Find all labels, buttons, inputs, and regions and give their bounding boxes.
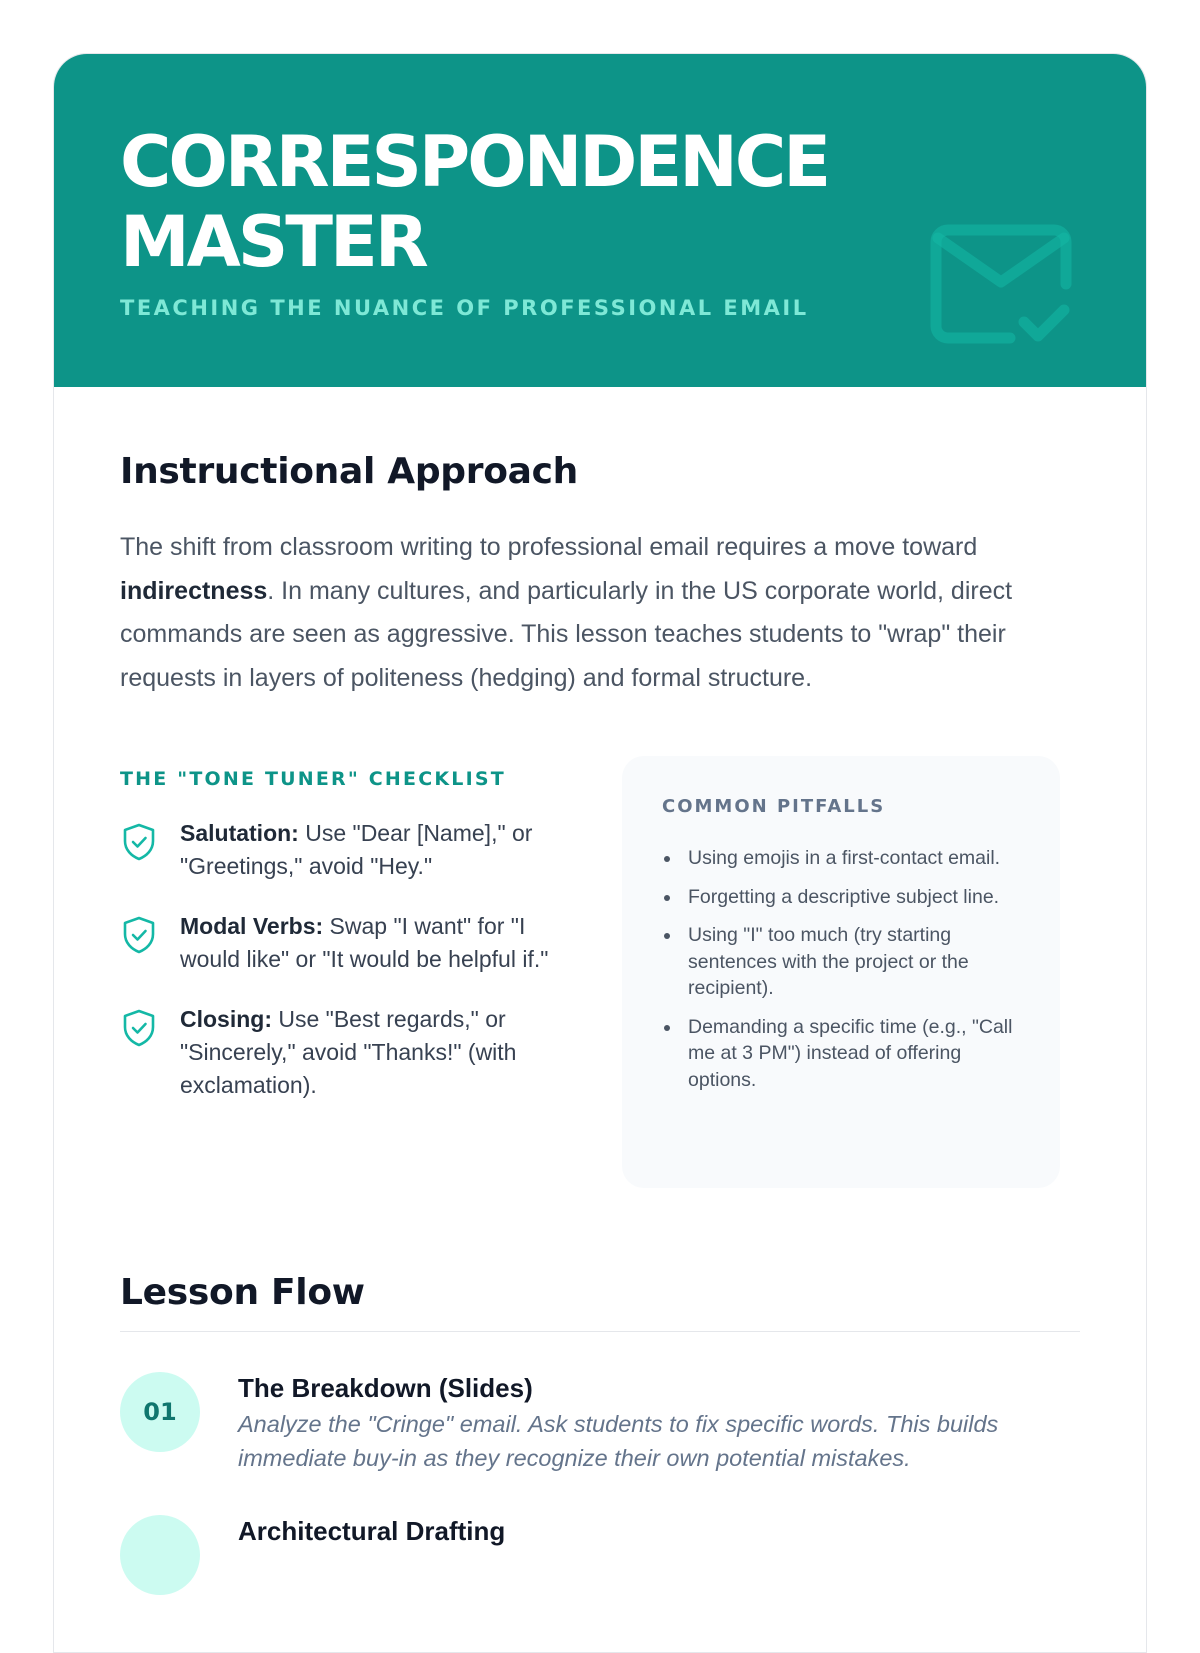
checklist-label: THE "TONE TUNER" CHECKLIST: [120, 768, 506, 790]
card-header: [54, 54, 1146, 387]
list-item: [662, 884, 1020, 911]
card-body: [54, 387, 1146, 1547]
pitfalls-label: COMMON PITFALLS: [662, 796, 886, 817]
checklist-text: [180, 910, 570, 976]
approach-heading: Instructional Approach: [120, 451, 579, 492]
pitfall-text: Demanding a specific time (e.g., "Call me at 3 PM") instead of offering options.: [688, 1015, 1013, 1091]
checklist-text: [180, 817, 570, 883]
checklist-text: [180, 1003, 570, 1102]
bullet-icon: [664, 1025, 670, 1031]
checklist-description: Use "Dear [Name]," or "Greetings," avoid "Hey.": [180, 820, 533, 879]
divider: [120, 1331, 1080, 1332]
lesson-step: [120, 1372, 1080, 1475]
shield-check-icon: [122, 916, 156, 954]
common-pitfalls-panel: [622, 756, 1060, 1188]
approach-text-emphasis: indirectness: [120, 576, 268, 605]
shield-check-icon: [122, 823, 156, 861]
checklist-description: Use "Best regards," or "Sincerely," avoid "Thanks!" (with exclamation).: [180, 1006, 517, 1098]
step-number-badge: 01: [120, 1372, 200, 1452]
bullet-icon: [664, 895, 670, 901]
checklist-term: Closing:: [180, 1006, 272, 1032]
checklist-description: Swap "I want" for "I would like" or "It would be helpful if.": [180, 913, 549, 972]
bullet-icon: [664, 933, 670, 939]
step-title: The Breakdown (Slides): [238, 1373, 533, 1403]
pitfall-text: Using emojis in a first-contact email.: [688, 847, 1001, 869]
list-item: [662, 1014, 1020, 1094]
checklist-term: Modal Verbs:: [180, 913, 324, 939]
tone-tuner-checklist: [120, 768, 570, 1102]
step-number-badge: [120, 1515, 200, 1595]
approach-text-start: The shift from classroom writing to professional email requires a move toward: [120, 533, 978, 561]
step-description: Analyze the "Cringe" email. Ask students to fix specific words. This builds immediate buy-in as they recognize their own potential mistakes.: [238, 1411, 999, 1471]
page-subtitle: TEACHING THE NUANCE OF PROFESSIONAL EMAIL: [120, 296, 809, 320]
lesson-card: [53, 53, 1147, 1653]
checklist-item: [120, 817, 570, 883]
pitfall-text: Using "I" too much (try starting sentences with the project or the recipient).: [688, 924, 969, 999]
approach-paragraph: [120, 526, 1076, 700]
approach-columns: [120, 768, 1080, 1208]
checklist-item: [120, 1003, 570, 1102]
page-title: CORRESPONDENCE MASTER: [120, 121, 829, 283]
pitfall-text: Forgetting a descriptive subject line.: [688, 885, 1000, 908]
list-item: [662, 845, 1020, 872]
step-title: Architectural Drafting: [238, 1516, 506, 1546]
lesson-flow-heading: Lesson Flow: [120, 1272, 365, 1313]
mail-check-icon: [926, 224, 1078, 354]
approach-text-end: . In many cultures, and particularly in the US corporate world, direct commands are seen as aggressive. This lesson teaches students to "wrap" their requests in layers of politeness (hedging) and formal structure.: [120, 576, 1013, 692]
list-item: [662, 922, 1020, 1002]
lesson-flow-section: [120, 1272, 1080, 1547]
checklist-term: Salutation:: [180, 820, 299, 846]
shield-check-icon: [122, 1009, 156, 1047]
pitfalls-list: [662, 845, 1020, 1093]
bullet-icon: [664, 856, 670, 862]
lesson-step: [120, 1515, 1080, 1547]
checklist-item: [120, 910, 570, 976]
